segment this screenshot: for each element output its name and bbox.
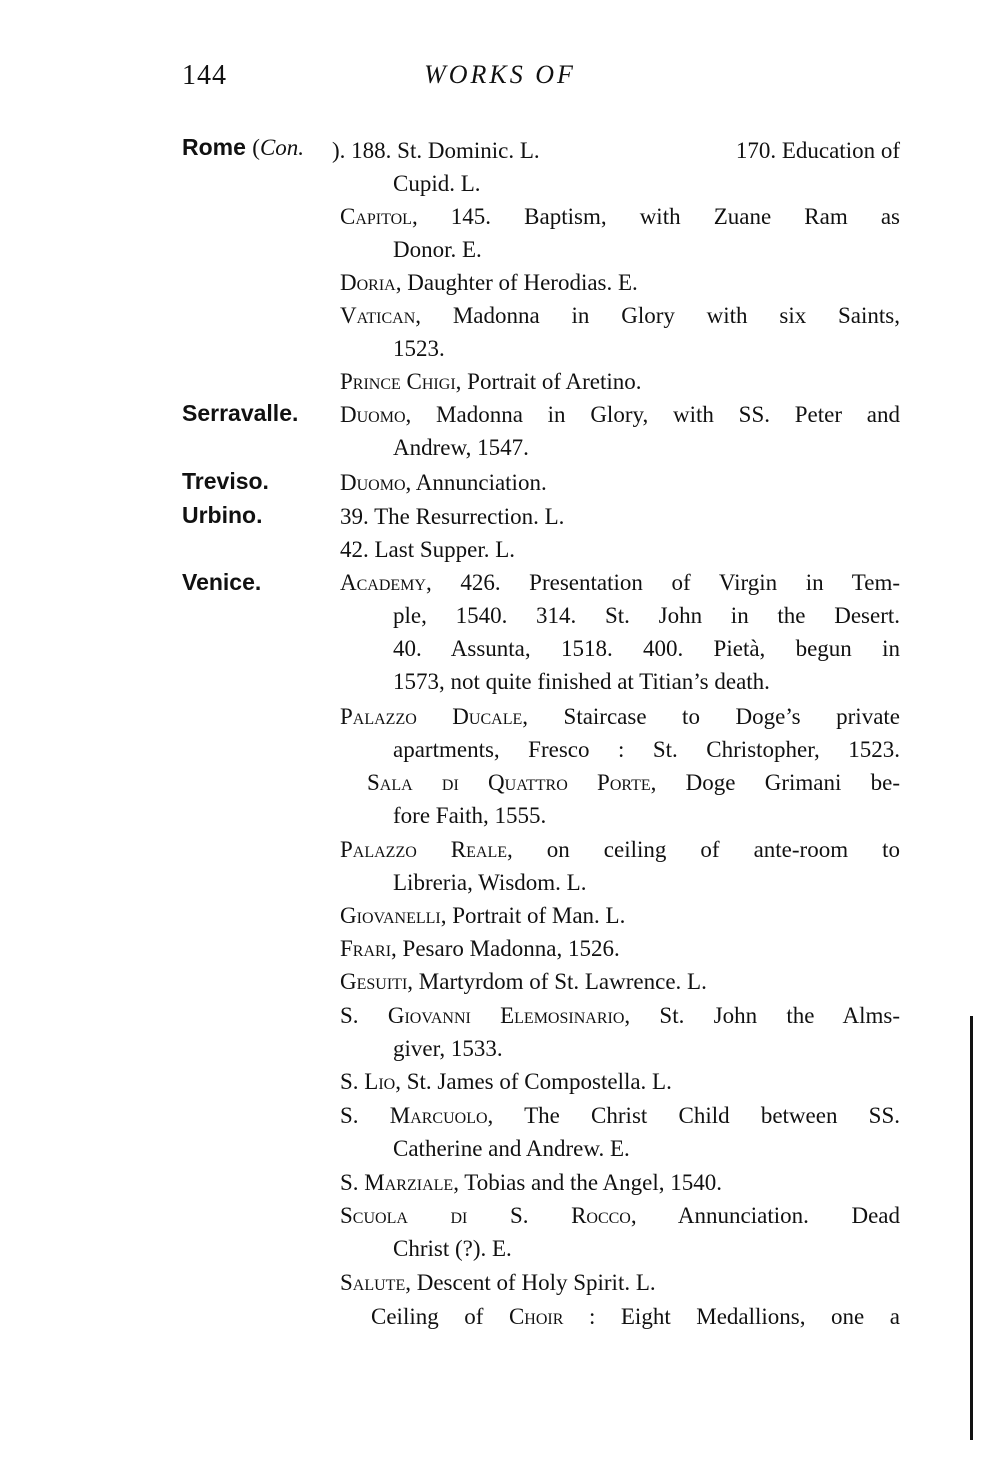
page-number: 144 [182, 60, 227, 91]
entry-line [332, 134, 900, 167]
entry-rome-chigi [340, 365, 900, 398]
entry-rome-dominic [332, 134, 900, 200]
location-name: Marziale [364, 1170, 454, 1195]
entry-line: giver, 1533. [393, 1036, 503, 1061]
entry-venice-salute [340, 1266, 900, 1299]
location-name: Vatican [340, 303, 416, 328]
entry-text: , Annunciation. [405, 470, 547, 495]
entry-serravalle-duomo [340, 398, 900, 464]
entry-line [340, 266, 900, 299]
place-serravalle: Serravalle. [182, 400, 299, 426]
entry-text: , Tobias and the Angel, 1540. [453, 1170, 723, 1195]
entry-treviso-duomo [340, 466, 900, 499]
location-name: Lio [364, 1069, 396, 1094]
entry-venice-s-marziale [340, 1166, 900, 1199]
location-name: Gesuiti [340, 969, 408, 994]
location-name: Academy [340, 570, 426, 595]
entry-line [340, 1166, 900, 1199]
location-name: Palazzo Ducale [340, 704, 523, 729]
location-name: Capitol [340, 204, 412, 229]
place-urbino: Urbino. [182, 502, 263, 528]
entry-line: fore Faith, 1555. [393, 803, 547, 828]
entry-line: Catherine and Andrew. E. [393, 1136, 630, 1161]
entry-venice-scuola-s-rocco [340, 1199, 900, 1265]
entry-line [340, 833, 900, 866]
location-name: Doria [340, 270, 396, 295]
entry-text: , Martyrdom of St. Lawrence. L. [407, 969, 707, 994]
entry-text: S. [340, 1069, 365, 1094]
entry-line: Donor. E. [393, 237, 482, 262]
paren-open: ( [252, 135, 260, 160]
entry-venice-gesuiti [340, 965, 900, 998]
place-rome [182, 134, 304, 161]
entry-venice-s-marcuolo [340, 1099, 900, 1165]
entry-line: apartments, Fresco : St. Christopher, 1523. [393, 737, 900, 762]
entry-line [340, 566, 900, 599]
entry-venice-academy [340, 566, 900, 698]
location-name: Frari [340, 936, 392, 961]
place-rome-con: Con. [259, 135, 305, 160]
entry-venice-s-lio [340, 1065, 900, 1098]
entry-text: Ceiling of [371, 1304, 509, 1329]
scan-edge-bar [970, 1016, 973, 1440]
entry-line [340, 398, 900, 431]
entry-line: 1573, not quite finished at Titian’s death. [393, 669, 770, 694]
entry-line [367, 766, 900, 799]
location-name: Palazzo Reale [340, 837, 508, 862]
entry-line [340, 700, 900, 733]
entry-line [340, 1099, 900, 1132]
entry-text: , 145. Baptism, with Zuane Ram as [411, 204, 900, 229]
entry-line [340, 1266, 900, 1299]
location-name: Giovanni Elemosinario [387, 1003, 625, 1028]
entry-text: , Doge Grimani be- [650, 770, 900, 795]
location-name: Prince Chigi [340, 369, 456, 394]
entry-text: , Annunciation. Dead [630, 1203, 900, 1228]
entry-line [340, 1199, 900, 1232]
entry-line: Christ (?). E. [393, 1236, 512, 1261]
location-name: Salute [340, 1270, 406, 1295]
entry-line [340, 965, 900, 998]
place-treviso: Treviso. [182, 468, 269, 494]
entry-line [371, 1300, 900, 1333]
location-name: Scuola di S. Rocco [340, 1203, 631, 1228]
location-name: Sala di Quattro Porte [367, 770, 651, 795]
entry-venice-palazzo-reale [340, 833, 900, 899]
entry-line [340, 200, 900, 233]
entry-text: , Portrait of Man. L. [440, 903, 626, 928]
entry-text: , 426. Presentation of Virgin in Tem- [425, 570, 900, 595]
entry-rome-doria [340, 266, 900, 299]
location-name: Duomo [340, 402, 406, 427]
entry-line [340, 466, 900, 499]
entry-line: 1523. [393, 336, 445, 361]
entry-line: ple, 1540. 314. St. John in the Desert. [393, 603, 900, 628]
entry-line [340, 365, 900, 398]
entry-line [340, 1065, 900, 1098]
entry-text: , Pesaro Madonna, 1526. [391, 936, 620, 961]
entry-text: , Staircase to Doge’s private [522, 704, 901, 729]
entry-text: S. [340, 1003, 388, 1028]
entry-text: , Daughter of Herodias. E. [395, 270, 638, 295]
place-rome-label: Rome [182, 134, 246, 160]
entry-rome-vatican [340, 299, 900, 365]
location-name: Choir [508, 1304, 564, 1329]
entry-text: S. [340, 1170, 365, 1195]
entry-line: 40. Assunta, 1518. 400. Pietà, begun in [393, 636, 900, 661]
place-venice: Venice. [182, 569, 262, 595]
entry-text: S. [340, 1103, 390, 1128]
running-head: WORKS OF [424, 60, 576, 89]
location-name: Giovanelli [340, 903, 441, 928]
entry-text: , on ceiling of ante-room to [507, 837, 900, 862]
entry-line [340, 299, 900, 332]
entry-text: , Descent of Holy Spirit. L. [405, 1270, 656, 1295]
entry-line: Libreria, Wisdom. L. [393, 870, 587, 895]
entry-venice-giovanelli [340, 899, 900, 932]
location-name: Marcuolo [389, 1103, 488, 1128]
entry-rome-capitol [340, 200, 900, 266]
entry-text: , Madonna in Glory with six Saints, [415, 303, 900, 328]
entry-venice-frari [340, 932, 900, 965]
entry-venice-sala-quattro-porte [367, 766, 900, 832]
entry-venice-palazzo-ducale [340, 700, 900, 766]
entry-line [340, 999, 900, 1032]
entry-text: , Madonna in Glory, with SS. Peter and [405, 402, 900, 427]
entry-line: 39. The Resurrection. L. [340, 504, 565, 529]
entry-line [340, 899, 900, 932]
entry-text: , St. James of Compostella. L. [395, 1069, 672, 1094]
entry-text: : Eight Medallions, one a [563, 1304, 900, 1329]
entry-venice-salute-ceiling [371, 1300, 900, 1333]
entry-line: Andrew, 1547. [393, 435, 529, 460]
entry-text: 170. Education of [735, 138, 900, 163]
entry-venice-s-giovanni-elemosinario [340, 999, 900, 1065]
entry-urbino [340, 500, 900, 566]
entry-line: Cupid. L. [393, 171, 481, 196]
entry-text: , Portrait of Aretino. [455, 369, 642, 394]
entry-text: , St. John the Alms- [624, 1003, 901, 1028]
entry-line: 42. Last Supper. L. [340, 537, 516, 562]
location-name: Duomo [340, 470, 406, 495]
entry-text: ). 188. St. Dominic. L. [332, 138, 540, 163]
entry-line [340, 932, 900, 965]
entry-text: , The Christ Child between SS. [487, 1103, 900, 1128]
